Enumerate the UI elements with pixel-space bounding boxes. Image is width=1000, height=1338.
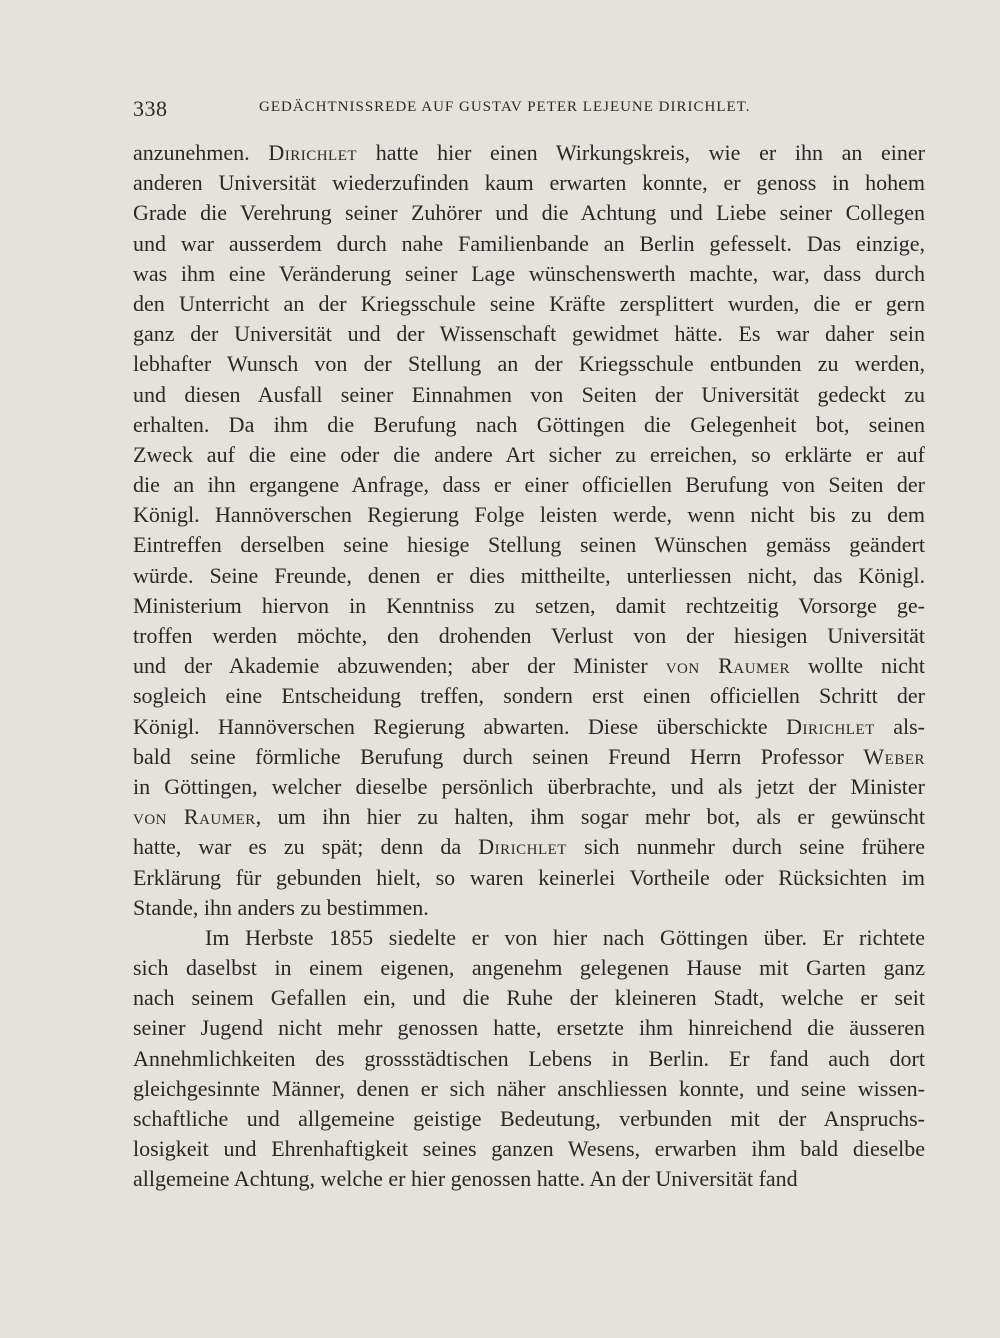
text-line — [133, 923, 925, 953]
line-text: Zweck auf die eine oder die andere Art sicher zu erreichen, so erklärte er auf — [133, 441, 925, 467]
line-text: Eintreffen derselben seine hiesige Stellung seinen Wünschen gemäss geändert — [133, 532, 925, 558]
text-line — [133, 410, 925, 440]
text-line — [133, 742, 925, 772]
text-line — [133, 561, 925, 591]
text-line — [133, 1044, 925, 1074]
text-line — [133, 380, 925, 410]
line-text: sich nunmehr durch seine frühere — [566, 834, 925, 860]
line-text: troffen werden möchte, den drohenden Verlust von der hiesigen Universität — [133, 623, 925, 648]
text-line — [133, 1104, 925, 1134]
line-text: allgemeine Achtung, welche er hier genossen hatte. An der Universität fand — [133, 1166, 798, 1192]
text-line — [133, 259, 925, 289]
line-text: anzunehmen. — [133, 140, 269, 165]
text-line — [133, 983, 925, 1013]
line-text: gleichgesinnte Männer, denen er sich näher anschliessen konnte, und seine wissen- — [133, 1075, 925, 1101]
person-name: Weber — [863, 743, 925, 769]
line-text: sich daselbst in einem eigenen, angenehm gelegenen Hause mit Garten ganz — [133, 955, 925, 981]
text-line — [133, 168, 925, 198]
text-line — [133, 651, 925, 681]
line-text: hatte, war es zu spät; denn da — [133, 834, 479, 860]
text-line — [133, 229, 925, 259]
text-line — [133, 470, 925, 500]
line-text: , um ihn hier zu halten, ihm sogar mehr bot, als er gewünscht — [255, 804, 926, 830]
text-line — [133, 198, 925, 228]
line-text: Königl. Hannöverschen Regierung Folge leisten werde, wenn nicht bis zu dem — [133, 502, 925, 528]
running-title: GEDÄCHTNISSREDE AUF GUSTAV PETER LEJEUNE DIRICHLET. — [259, 99, 751, 115]
text-line — [133, 591, 925, 621]
text-line — [133, 440, 925, 470]
line-text: erhalten. Da ihm die Berufung nach Göttingen die Gelegenheit bot, seinen — [133, 411, 925, 437]
text-line — [133, 772, 925, 802]
text-line — [133, 500, 925, 530]
line-text: in Göttingen, welcher dieselbe persönlich überbrachte, und als jetzt der Minister — [133, 773, 925, 799]
text-line — [133, 138, 925, 168]
line-text: hatte hier einen Wirkungskreis, wie er ihn an einer — [357, 140, 925, 165]
line-text: seiner Jugend nicht mehr genossen hatte, ersetzte ihm hinreichend die äusseren — [133, 1015, 925, 1041]
person-name: von Raumer — [665, 653, 791, 679]
line-text: lebhafter Wunsch von der Stellung an der Kriegsschule entbunden zu werden, — [133, 351, 925, 377]
line-text: würde. Seine Freunde, denen er dies mittheilte, unterliessen nicht, das Königl. — [133, 562, 925, 588]
text-line — [133, 621, 925, 651]
line-text: nach seinem Gefallen ein, und die Ruhe der kleineren Stadt, welche er seit — [133, 985, 925, 1011]
line-text: wollte nicht — [790, 653, 925, 679]
text-line — [133, 1134, 925, 1164]
line-text: Annehmlichkeiten des grossstädtischen Lebens in Berlin. Er fand auch dort — [133, 1045, 925, 1071]
text-line — [133, 1013, 925, 1043]
line-text: losigkeit und Ehrenhaftigkeit seines ganzen Wesens, erwarben ihm bald dieselbe — [133, 1136, 925, 1162]
line-text: ganz der Universität und der Wissenschaft gewidmet hätte. Es war daher sein — [133, 321, 925, 347]
text-line — [133, 893, 925, 923]
text-line — [133, 953, 925, 983]
page-number: 338 — [133, 96, 168, 121]
line-text: was ihm eine Veränderung seiner Lage wünschenswerth machte, war, dass durch — [133, 260, 925, 286]
line-text: anderen Universität wiederzufinden kaum erwarten konnte, er genoss in hohem — [133, 170, 925, 196]
text-line — [133, 832, 925, 862]
line-text: bald seine förmliche Berufung durch seinen Freund Herrn Professor — [133, 743, 864, 769]
line-text: Erklärung für gebunden hielt, so waren keinerlei Vortheile oder Rücksichten im — [133, 864, 925, 890]
text-line — [133, 1164, 925, 1194]
body-text — [133, 138, 925, 1195]
line-text: Im Herbste 1855 siedelte er von hier nach Göttingen über. Er richtete — [205, 924, 925, 950]
text-line — [133, 681, 925, 711]
person-name: Dirichlet — [268, 140, 358, 165]
line-text: Stande, ihn anders zu bestimmen. — [133, 894, 429, 920]
text-line — [133, 1074, 925, 1104]
text-line — [133, 319, 925, 349]
text-line — [133, 802, 925, 832]
text-line — [133, 349, 925, 379]
text-line — [133, 712, 925, 742]
person-name: Dirichlet — [786, 713, 875, 739]
line-text: den Unterricht an der Kriegsschule seine Kräfte zersplittert wurden, die er gern — [133, 290, 925, 316]
line-text: und diesen Ausfall seiner Einnahmen von Seiten der Universität gedeckt zu — [133, 381, 925, 407]
line-text: Königl. Hannöverschen Regierung abwarten. Diese überschickte — [133, 713, 787, 739]
person-name: Dirichlet — [478, 834, 567, 860]
line-text: die an ihn ergangene Anfrage, dass er einer officiellen Berufung von Seiten der — [133, 472, 925, 498]
line-text: sogleich eine Entscheidung treffen, sondern erst einen officiellen Schritt der — [133, 683, 925, 709]
line-text: Ministerium hiervon in Kenntniss zu setzen, damit rechtzeitig Vorsorge ge- — [133, 592, 925, 618]
line-text: Grade die Verehrung seiner Zuhörer und die Achtung und Liebe seiner Collegen — [133, 200, 925, 226]
line-text: und war ausserdem durch nahe Familienbande an Berlin gefesselt. Das einzige, — [133, 230, 925, 256]
text-line — [133, 530, 925, 560]
line-text: und der Akademie abzuwenden; aber der Minister — [133, 653, 666, 679]
person-name: von Raumer — [133, 804, 256, 830]
line-text: schaftliche und allgemeine geistige Bedeutung, verbunden mit der Anspruchs- — [133, 1106, 925, 1131]
line-text: als- — [874, 713, 925, 739]
text-line — [133, 289, 925, 319]
text-line — [133, 863, 925, 893]
